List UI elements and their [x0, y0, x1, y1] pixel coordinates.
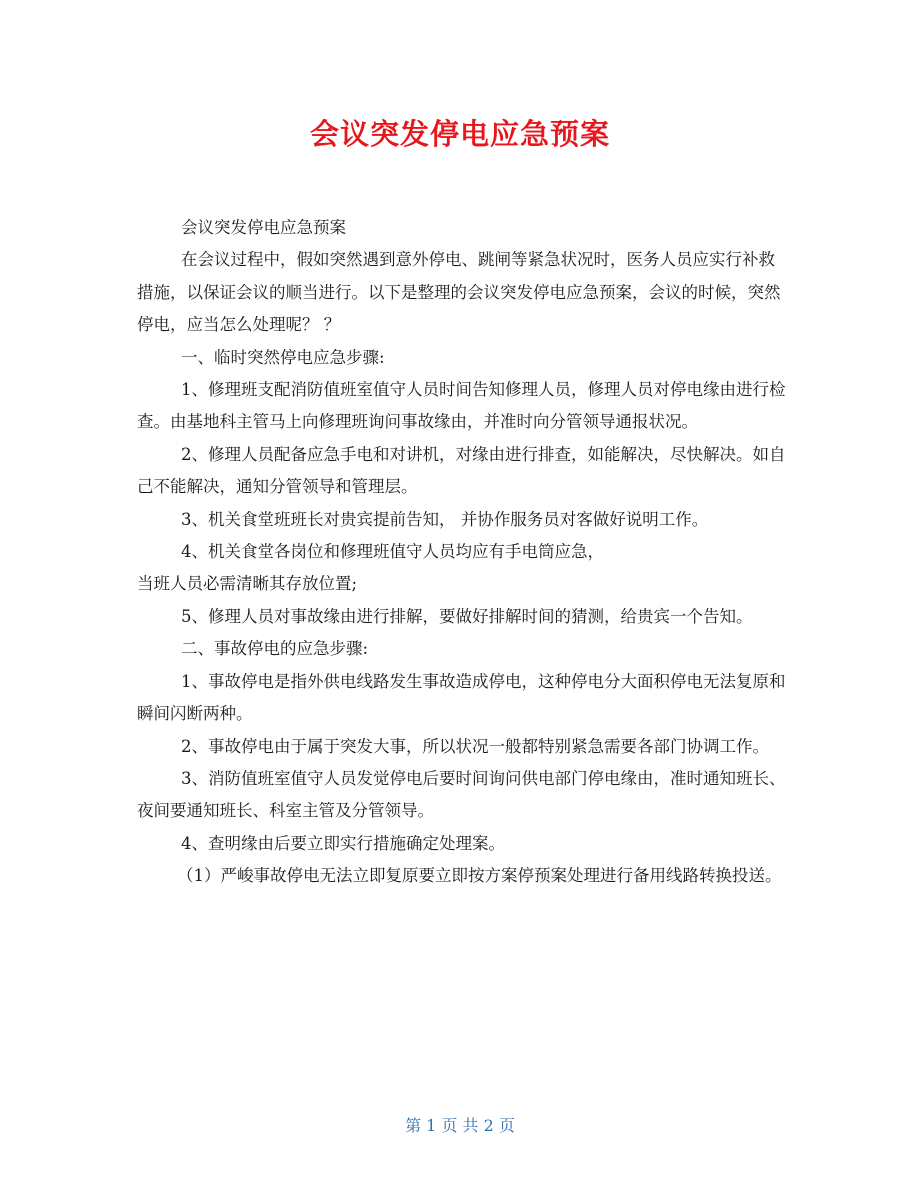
paragraph-step-4: 4、机关食堂各岗位和修理班值守人员均应有手电筒应急， [181, 542, 604, 562]
paragraph-step-2: 2、修理人员配备应急手电和对讲机，对缘由进行排查，如能解决，尽快解决。如自己不能解决，通知分管领导和管理层。 [137, 444, 786, 497]
paragraph-accident-step-3: 3、消防值班室值守人员发觉停电后要时间询问供电部门停电缘由，准时通知班长、夜间要通知班长、科室主管及分管领导。 [137, 768, 786, 821]
paragraph-subtitle: 会议突发停电应急预案 [181, 218, 346, 237]
paragraph-step-5: 5、修理人员对事故缘由进行排解，要做好排解时间的猜测，给贵宾一个告知。 [181, 606, 753, 626]
section-heading-temporary-outage: 一、临时突然停电应急步骤: [181, 347, 385, 367]
document-title: 会议突发停电应急预案 [309, 117, 610, 151]
document-body [137, 212, 787, 893]
page-number-footer: 第 1 页 共 2 页 [405, 1116, 515, 1135]
section-heading-accident-outage: 二、事故停电的应急步骤: [181, 639, 369, 659]
paragraph-intro: 在会议过程中，假如突然遇到意外停电、跳闸等紧急状况时，医务人员应实行补救措施，以保证会议的顺当进行。以下是整理的会议突发停电应急预案，会议的时候，突然停电，应当怎么处理呢？ ？ [137, 250, 781, 335]
paragraph-accident-step-2: 2、事故停电由于属于突发大事，所以状况一般都特别紧急需要各部门协调工作。 [181, 736, 769, 756]
paragraph-accident-step-4: 4、查明缘由后要立即实行措施确定处理案。 [181, 833, 505, 853]
paragraph-step-3: 3、机关食堂班班长对贵宾提前告知， 并协作服务员对客做好说明工作。 [181, 509, 709, 529]
paragraph-step-4-continued: 当班人员必需清晰其存放位置; [137, 574, 358, 594]
paragraph-step-1: 1、修理班支配消防值班室值守人员时间告知修理人员，修理人员对停电缘由进行检查。由基地科主管马上向修理班询问事故缘由，并准时向分管领导通报状况。 [137, 380, 786, 432]
paragraph-accident-substep-1: （1）严峻事故停电无法立即复原要立即按方案停预案处理进行备用线路转换投送。 [177, 866, 782, 886]
paragraph-accident-step-1: 1、事故停电是指外供电线路发生事故造成停电，这种停电分大面积停电无法复原和瞬间闪断两种。 [137, 671, 786, 724]
